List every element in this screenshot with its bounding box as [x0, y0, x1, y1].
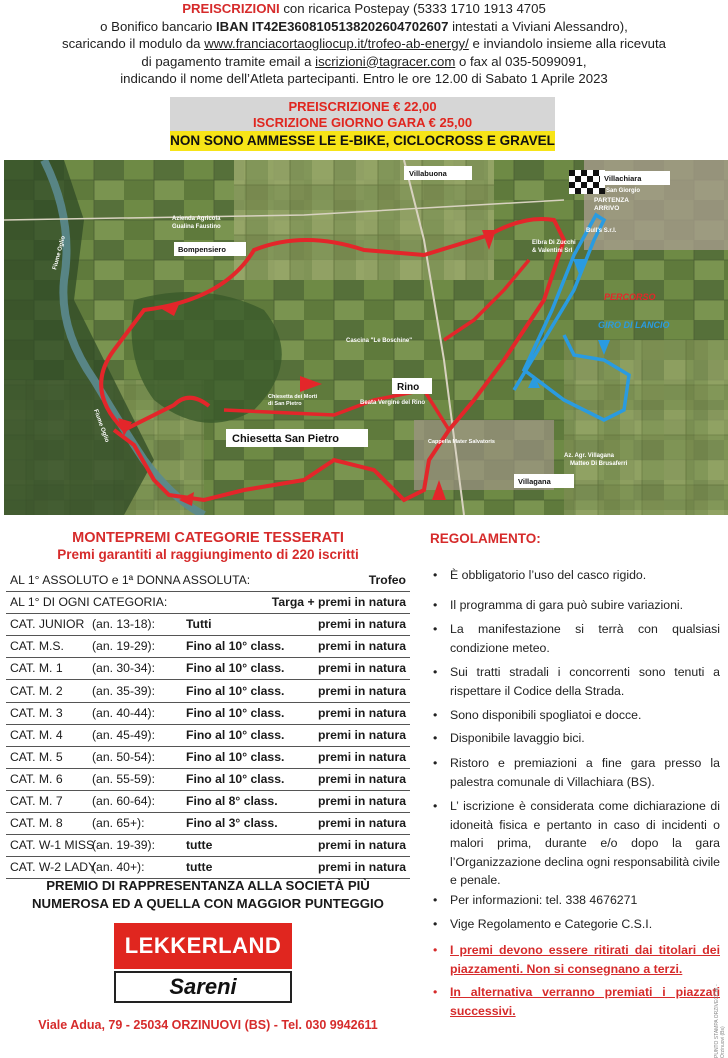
prize-row-award: Trofeo: [368, 573, 406, 587]
label-chiesetta-morti-2: di San Pietro: [268, 401, 302, 407]
category-age: (an. 50-54):: [92, 749, 156, 764]
label-cappella: Cappella Mater Salvatoris: [428, 439, 495, 445]
bullet-icon: •: [433, 943, 438, 957]
category-name: CAT. M. 7: [10, 794, 63, 808]
category-prize: premi in natura: [317, 794, 406, 808]
category-prize: premi in natura: [317, 816, 406, 831]
prize-section: [6, 530, 410, 563]
rule-item: [430, 729, 720, 748]
raceday-fee: ISCRIZIONE GIORNO GARA € 25,00: [252, 115, 473, 130]
category-name: CAT. M. 1: [10, 661, 63, 676]
bullet-icon: •: [433, 731, 438, 745]
map-image: [4, 160, 728, 515]
rule-item: [430, 891, 720, 910]
category-class: tutte: [186, 838, 213, 853]
category-prize: premi in natura: [317, 771, 406, 786]
prize-row-category: [6, 725, 410, 747]
prize-title: MONTEPREMI CATEGORIE TESSERATI: [72, 530, 344, 546]
ebike-notice: NON SONO AMMESSE LE E-BIKE, CICLOCROSS E GRAVEL: [170, 131, 555, 151]
holder-text: intestati a Viviani Alessandro),: [448, 18, 628, 34]
bank-transfer-text: o Bonifico bancario: [100, 18, 217, 34]
category-age: (an. 40-44):: [92, 705, 156, 720]
label-beata-vergine: Beata Vergine del Rino: [360, 400, 426, 406]
category-name: CAT. M. 3: [10, 705, 63, 720]
category-prize: premi in natura: [317, 860, 406, 875]
representation-line-2: NUMEROSA ED A QUELLA CON MAGGIOR PUNTEGGIO: [32, 896, 384, 911]
prize-row-category: [6, 747, 410, 769]
prize-row-label: AL 1° DI OGNI CATEGORIA:: [10, 595, 168, 610]
category-prize: premi in natura: [317, 838, 406, 853]
prize-row-category: [6, 658, 410, 680]
prereg-label: PREISCRIZIONI: [182, 1, 280, 16]
category-age: (an. 45-49):: [92, 727, 156, 742]
label-azienda-owner: Gualina Faustino: [172, 224, 221, 230]
category-age: (an. 35-39):: [92, 683, 156, 698]
prize-row-category: [6, 681, 410, 703]
bullet-icon: •: [433, 756, 438, 770]
label-fiume-oglio-2: Fiume Oglio: [92, 408, 110, 444]
category-age: (an. 55-59):: [92, 771, 156, 786]
category-age: (an. 40+):: [92, 860, 145, 875]
prize-subtitle: Premi garantiti al raggiungimento di 220 iscritti: [57, 547, 359, 562]
label-villabuona: Villabuona: [409, 169, 447, 178]
rule-item: [430, 566, 720, 585]
category-class: Fino al 10° class.: [186, 705, 285, 720]
category-name: CAT. M. 4: [10, 727, 63, 742]
bullet-icon: •: [433, 598, 438, 612]
category-prize: premi in natura: [317, 683, 406, 698]
rule-text: Per informazioni: tel. 338 4676271: [450, 893, 638, 907]
label-arrivo: ARRIVO: [594, 205, 620, 212]
label-rino: Rino: [397, 382, 420, 393]
prize-row-category: [6, 791, 410, 813]
rule-text: L’ iscrizione è considerata come dichiarazione di idoneità fisica e pertanto in caso di incidenti o malori prima, durante e/o dopo la gara l’Organizzazione declina ogni responsabilità civile e penale.: [450, 799, 720, 888]
prize-row-general: [6, 570, 410, 592]
category-name: CAT. M.S.: [10, 639, 64, 654]
prize-row-category: [6, 813, 410, 835]
category-name: CAT. M. 8: [10, 816, 63, 831]
prereg-fee: PREISCRIZIONE € 22,00: [288, 99, 437, 114]
rule-item: [430, 663, 720, 700]
rule-text: I premi devono essere ritirati dai titolari dei piazzamenti. Non si consegnano a terzi.: [450, 943, 720, 976]
bullet-icon: •: [433, 568, 438, 582]
label-chiesetta-san-pietro: Chiesetta San Pietro: [232, 433, 339, 445]
category-prize: premi in natura: [317, 639, 406, 654]
label-partenza: PARTENZA: [594, 197, 629, 204]
category-age: (an. 19-39):: [92, 838, 156, 853]
category-name: CAT. M. 2: [10, 683, 63, 698]
category-age: (an. 13-18):: [92, 617, 156, 632]
rule-text: Ristoro e premiazioni a fine gara presso la palestra comunale di Villachiara (BS).: [450, 756, 720, 789]
rule-text: Sui tratti stradali i concorrenti sono tenuti a rispettare il Codice della Strada.: [450, 665, 720, 698]
bullet-icon: •: [433, 622, 438, 636]
rule-item: [430, 620, 720, 657]
route-map: [4, 160, 728, 515]
label-percorso: PERCORSO: [604, 292, 656, 302]
label-san-giorgio: San Giorgio: [606, 188, 641, 194]
bullet-icon: •: [433, 985, 438, 999]
category-prize: premi in natura: [317, 749, 406, 764]
bullet-icon: •: [433, 708, 438, 722]
rules-section: [430, 530, 726, 547]
label-chiesetta-morti: Chiesetta dei Morti: [268, 394, 318, 400]
label-fiume-oglio: Fiume Oglio: [52, 235, 67, 271]
category-prize: premi in natura: [317, 661, 406, 676]
registration-info: [0, 0, 728, 88]
label-elbra: Elbra Di Zucchi: [532, 240, 576, 246]
label-azienda: Azienda Agricola: [172, 216, 221, 222]
prize-row-category: [6, 703, 410, 725]
category-age: (an. 30-34):: [92, 661, 156, 676]
rule-text: Disponibile lavaggio bici.: [450, 731, 585, 745]
category-prize: premi in natura: [317, 705, 406, 720]
bullet-icon: •: [433, 917, 438, 931]
label-giro-di-lancio: GIRO DI LANCIO: [598, 320, 670, 330]
category-class: Fino al 10° class.: [186, 749, 285, 764]
label-bulls: Bull's S.r.l.: [586, 228, 617, 234]
lekkerland-logo: LEKKERLAND: [114, 923, 292, 969]
email-link[interactable]: iscrizioni@tagracer.com: [315, 53, 456, 69]
label-elbra-2: & Valentini Srl: [532, 248, 573, 254]
iban: IBAN IT42E3608105138202604702607: [216, 18, 449, 34]
category-name: CAT. M. 6: [10, 771, 63, 786]
rule-item: [430, 706, 720, 725]
prize-row-category: [6, 857, 410, 879]
deadline-text: indicando il nome dell’Atleta partecipanti. Entro le ore 12.00 di Sabato 1 Aprile 2023: [120, 71, 608, 86]
category-prize: premi in natura: [317, 617, 406, 632]
rule-item: [430, 915, 720, 934]
rule-text: È obbligatorio l’uso del casco rigido.: [450, 568, 647, 582]
category-age: (an. 19-29):: [92, 639, 156, 654]
form-link[interactable]: www.franciacortaogliocup.it/trofeo-ab-energy/: [204, 36, 469, 51]
category-name: CAT. W-1 MISS: [10, 838, 95, 853]
rule-item: [430, 754, 720, 791]
email-intro: di pagamento tramite email a: [141, 53, 316, 69]
representation-prize: [6, 877, 410, 913]
rule-text: La manifestazione si terrà con qualsiasi condizione meteo.: [450, 622, 720, 655]
label-bompensiero: Bompensiero: [178, 245, 226, 254]
fees-box: [170, 97, 555, 151]
category-name: CAT. JUNIOR: [10, 617, 85, 632]
bullet-icon: •: [433, 893, 438, 907]
category-age: (an. 65+):: [92, 816, 145, 831]
prize-row-award: Targa + premi in natura: [271, 595, 406, 610]
bullet-icon: •: [433, 665, 438, 679]
rules-title: REGOLAMENTO:: [430, 531, 541, 546]
category-class: tutte: [186, 860, 213, 875]
prize-row-label: AL 1° ASSOLUTO e 1ª DONNA ASSOLUTA:: [10, 573, 251, 587]
category-class: Fino al 3° class.: [186, 816, 278, 831]
sponsor-address: Viale Adua, 79 - 25034 ORZINUOVI (BS) - Tel. 030 9942611: [38, 1018, 378, 1032]
label-az-villagana-2: Matteo Di Brusaferri: [570, 461, 628, 467]
category-class: Fino al 10° class.: [186, 639, 285, 654]
category-age: (an. 60-64):: [92, 794, 156, 808]
rule-item: [430, 797, 720, 890]
prize-row-category: [6, 636, 410, 658]
rule-item-important: [430, 941, 720, 978]
representation-line-1: PREMIO DI RAPPRESENTANZA ALLA SOCIETÀ PIÙ: [46, 878, 370, 893]
prize-row-category: [6, 835, 410, 857]
category-class: Fino al 8° class.: [186, 794, 278, 808]
category-class: Fino al 10° class.: [186, 683, 285, 698]
prereg-text: con ricarica Postepay (5333 1710 1913 4705: [279, 1, 546, 16]
sareni-logo: Sareni: [114, 971, 292, 1003]
receipt-text: e inviandolo insieme alla ricevuta: [468, 36, 667, 51]
bullet-icon: •: [433, 799, 438, 813]
rule-text: In alternativa verranno premiati i piazzati successivi.: [450, 985, 720, 1018]
prize-row-category: [6, 614, 410, 636]
label-villachiara: Villachiara: [604, 174, 642, 183]
rule-text: Sono disponibili spogliatoi e docce.: [450, 708, 642, 722]
category-name: CAT. M. 5: [10, 749, 63, 764]
download-text: scaricando il modulo da: [61, 36, 205, 51]
printer-note: PUNTO STAMPA ORZIVECCHI - Orzinuovi (Bs): [714, 984, 726, 1058]
fees-prices: [170, 97, 555, 131]
category-class: Fino al 10° class.: [186, 661, 285, 676]
label-cascina: Cascina "Le Boschine": [346, 338, 413, 344]
fax-text: o fax al 035-5099091,: [455, 53, 587, 69]
label-az-villagana: Az. Agr. Villagana: [564, 453, 615, 459]
category-name: CAT. W-2 LADY: [10, 860, 97, 875]
category-prize: premi in natura: [317, 727, 406, 742]
prize-row-category: [6, 769, 410, 791]
rule-text: Vige Regolamento e Categorie C.S.I.: [450, 917, 653, 931]
category-class: Fino al 10° class.: [186, 771, 285, 786]
prize-row-general: [6, 592, 410, 614]
label-villagana: Villagana: [518, 477, 551, 486]
rule-item: [430, 596, 720, 615]
rule-text: Il programma di gara può subire variazioni.: [450, 598, 684, 612]
rule-item-important: [430, 983, 720, 1020]
category-class: Tutti: [186, 617, 212, 632]
category-class: Fino al 10° class.: [186, 727, 285, 742]
